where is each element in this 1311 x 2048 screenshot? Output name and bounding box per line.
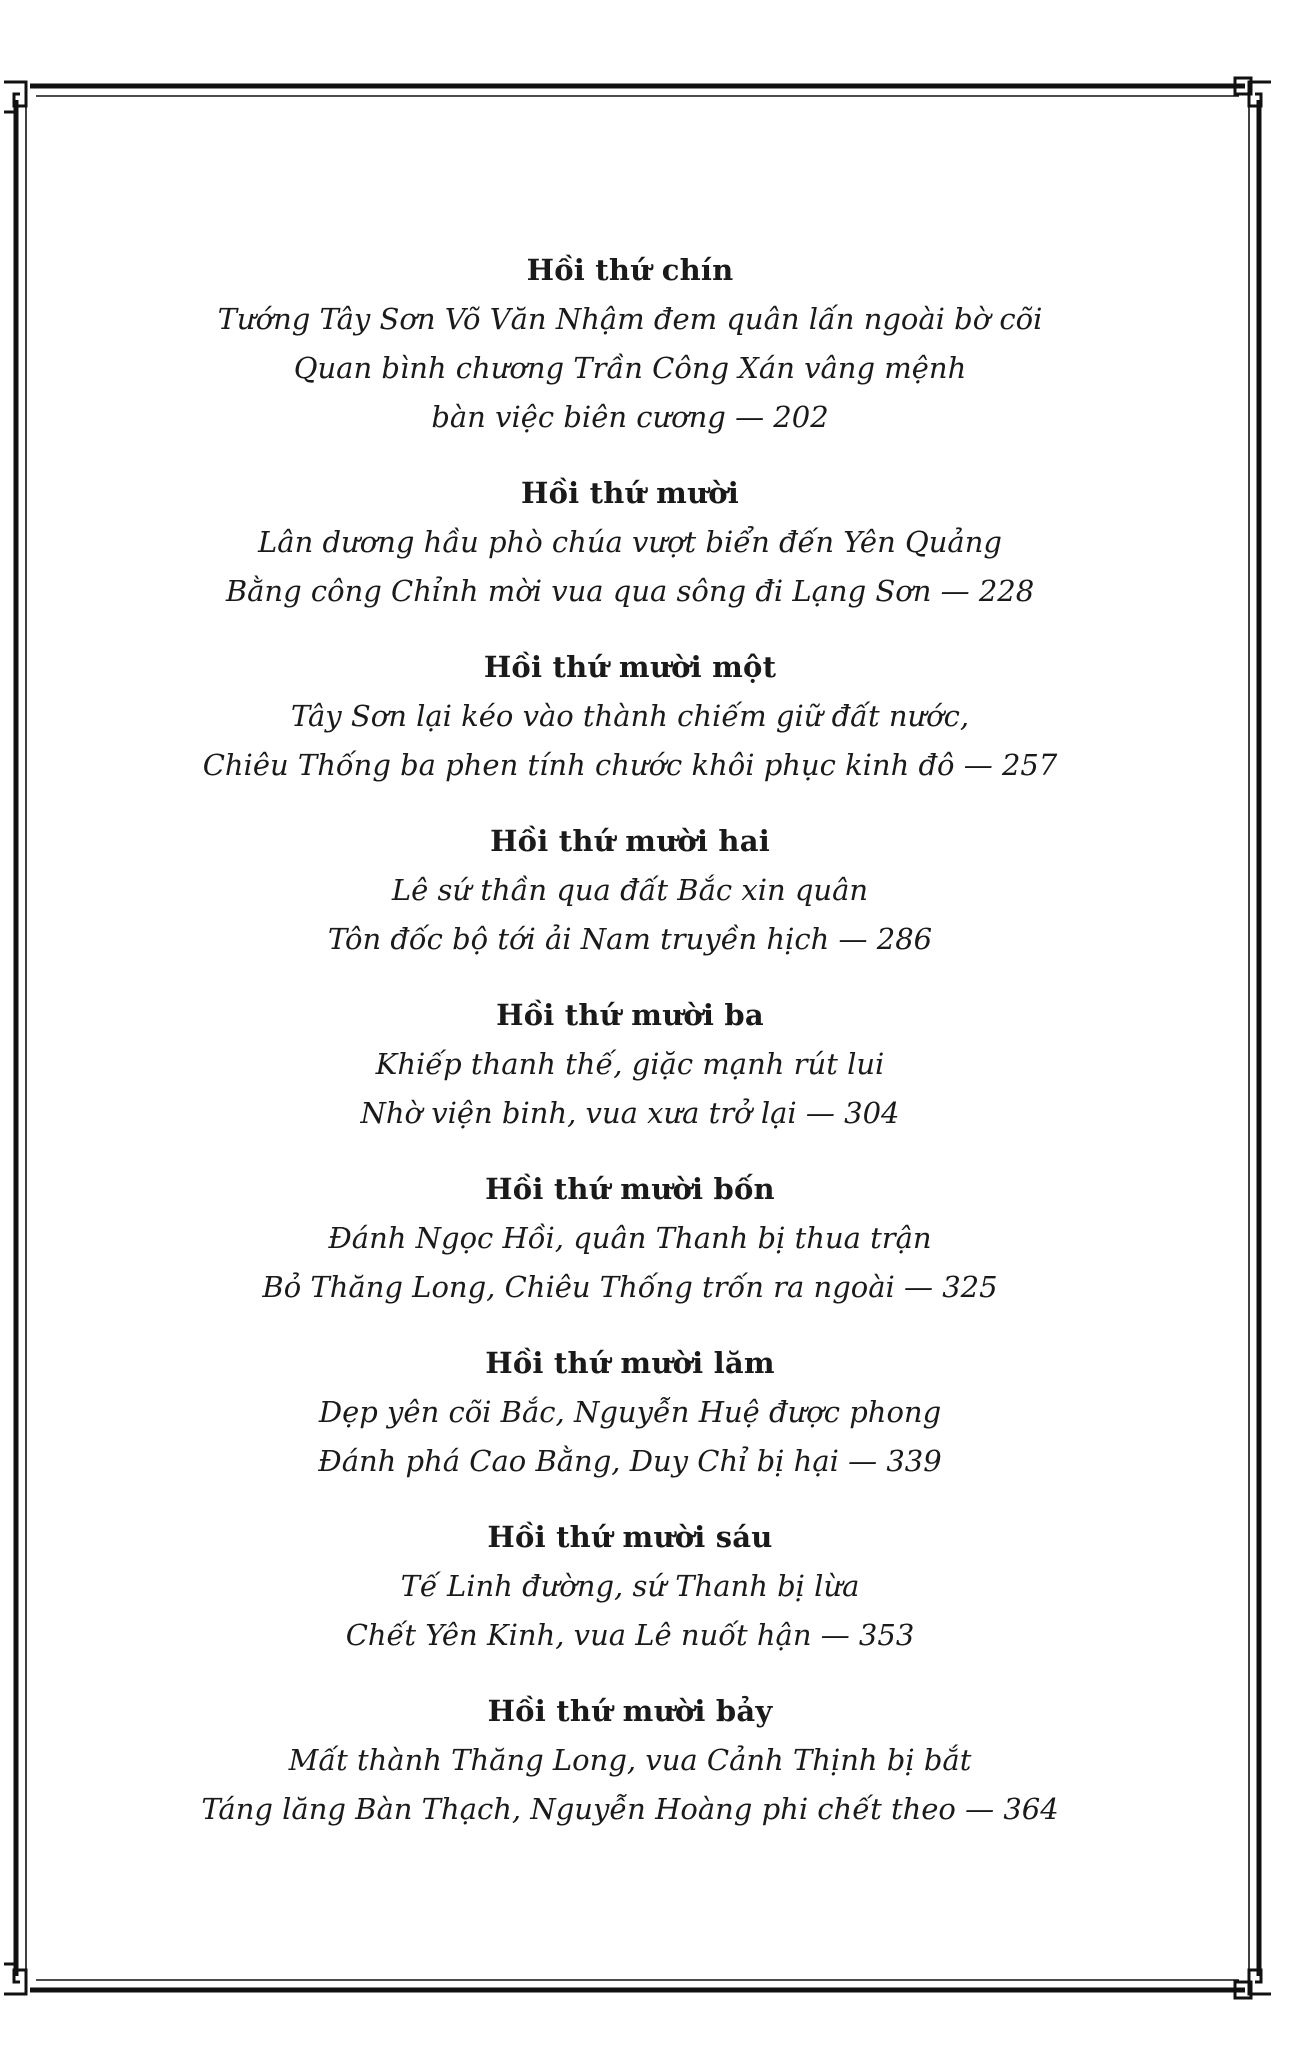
table-of-contents (110, 246, 1150, 1834)
toc-entry (110, 1513, 1150, 1660)
chapter-title-line: Chiêu Thống ba phen tính chước khôi phục kinh đô — 257 (202, 748, 1058, 782)
toc-entry (110, 469, 1150, 616)
toc-entry (110, 817, 1150, 964)
chapter-title-line: Tôn đốc bộ tới ải Nam truyền hịch — 286 (327, 922, 933, 956)
chapter-title-line: Táng lăng Bàn Thạch, Nguyễn Hoàng phi chết theo — 364 (201, 1792, 1059, 1826)
toc-entry (110, 1165, 1150, 1312)
chapter-title-line: Bằng công Chỉnh mời vua qua sông đi Lạng Sơn — 228 (225, 574, 1035, 608)
chapter-title-line: Đánh phá Cao Bằng, Duy Chỉ bị hại — 339 (318, 1444, 942, 1478)
chapter-title-line: Quan bình chương Trần Công Xán vâng mệnh (293, 351, 967, 385)
chapter-heading: Hồi thứ mười lăm (485, 1346, 775, 1380)
chapter-heading: Hồi thứ mười hai (490, 824, 770, 858)
chapter-title-line: Đánh Ngọc Hồi, quân Thanh bị thua trận (328, 1221, 932, 1255)
chapter-heading: Hồi thứ mười bảy (487, 1694, 773, 1728)
chapter-title-line: Tế Linh đường, sứ Thanh bị lừa (400, 1569, 860, 1603)
toc-entry (110, 991, 1150, 1138)
chapter-heading: Hồi thứ mười bốn (485, 1172, 775, 1206)
toc-entry (110, 1339, 1150, 1486)
chapter-title-line: Mất thành Thăng Long, vua Cảnh Thịnh bị bắt (288, 1743, 972, 1777)
chapter-heading: Hồi thứ mười một (483, 650, 777, 684)
chapter-heading: Hồi thứ chín (526, 253, 734, 287)
chapter-title-line: Lân dương hầu phò chúa vượt biển đến Yên Quảng (258, 525, 1002, 559)
chapter-title-line: Tây Sơn lại kéo vào thành chiếm giữ đất nước, (290, 699, 970, 733)
chapter-title-line: bàn việc biên cương — 202 (431, 400, 829, 434)
chapter-title-line: Lê sứ thần qua đất Bắc xin quân (391, 873, 869, 907)
toc-entry (110, 643, 1150, 790)
chapter-title-line: Dẹp yên cõi Bắc, Nguyễn Huệ được phong (318, 1395, 942, 1429)
chapter-title-line: Chết Yên Kinh, vua Lê nuốt hận — 353 (345, 1618, 915, 1652)
chapter-heading: Hồi thứ mười (520, 476, 740, 510)
chapter-heading: Hồi thứ mười sáu (487, 1520, 773, 1554)
chapter-title-line: Bỏ Thăng Long, Chiêu Thống trốn ra ngoài — 325 (262, 1270, 998, 1304)
toc-entry (110, 1687, 1150, 1834)
chapter-heading: Hồi thứ mười ba (496, 998, 764, 1032)
toc-entry (110, 246, 1150, 442)
chapter-title-line: Nhờ viện binh, vua xưa trở lại — 304 (360, 1096, 900, 1130)
chapter-title-line: Khiếp thanh thế, giặc mạnh rút lui (375, 1047, 885, 1081)
chapter-title-line: Tướng Tây Sơn Võ Văn Nhậm đem quân lấn ngoài bờ cõi (217, 302, 1043, 336)
